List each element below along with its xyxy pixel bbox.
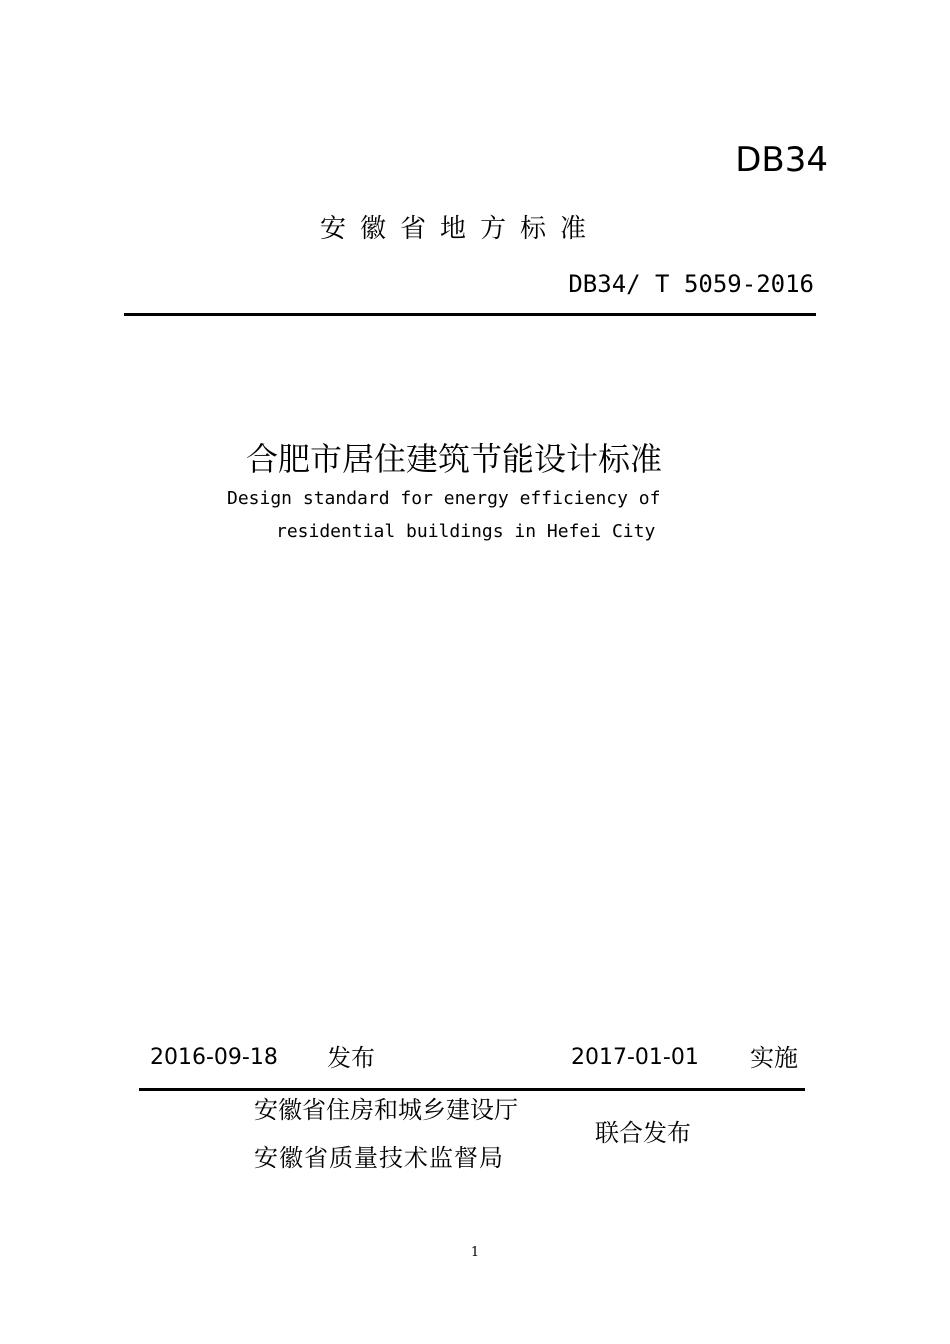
footer-divider bbox=[139, 1088, 805, 1091]
joint-publish-label: 联合发布 bbox=[595, 1119, 691, 1147]
effective-date: 2017-01-01 bbox=[571, 1045, 699, 1070]
header-divider bbox=[124, 313, 816, 316]
document-title-english-line2: residential buildings in Hefei City bbox=[276, 521, 656, 542]
effective-label: 实施 bbox=[750, 1044, 798, 1072]
publisher-quality-bureau: 安徽省质量技术监督局 bbox=[254, 1144, 504, 1172]
publish-label: 发布 bbox=[327, 1044, 375, 1072]
standard-number: DB34/ T 5059-2016 bbox=[568, 270, 814, 298]
publish-date: 2016-09-18 bbox=[150, 1045, 278, 1070]
document-title-chinese: 合肥市居住建筑节能设计标准 bbox=[246, 440, 663, 478]
publisher-housing-department: 安徽省住房和城乡建设厅 bbox=[254, 1096, 518, 1124]
page-number: 1 bbox=[470, 1245, 480, 1260]
document-title-english-line1: Design standard for energy efficiency of bbox=[227, 488, 661, 509]
standard-category: 安徽省地方标准 bbox=[320, 214, 601, 244]
document-code: DB34 bbox=[735, 140, 828, 180]
